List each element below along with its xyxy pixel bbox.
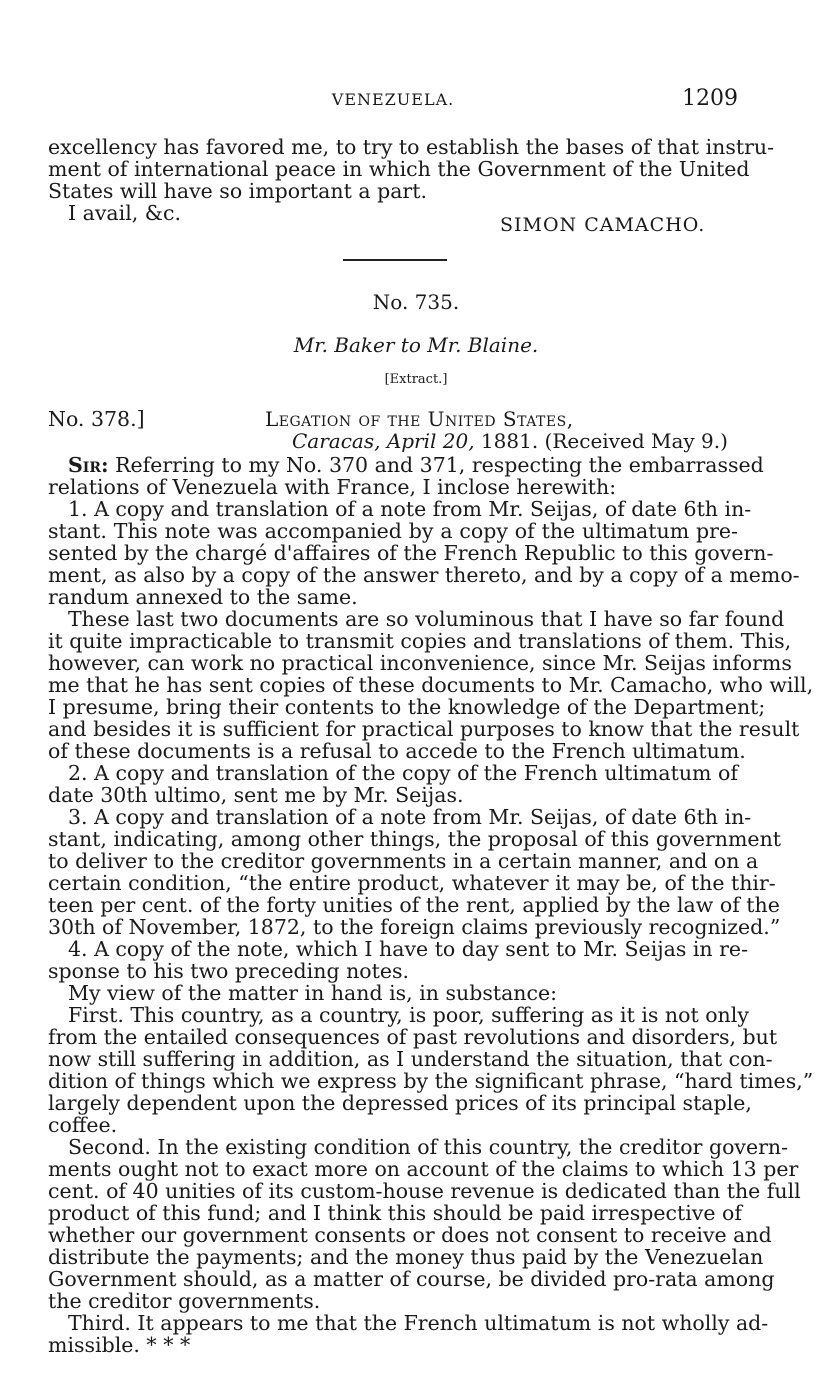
page-number: 1209: [682, 86, 738, 111]
text-line: [48, 453, 764, 477]
place-date: Caracas, April 20,: [292, 429, 475, 453]
text-line: of these documents is a refusal to accede to the French ultimatum.: [48, 739, 746, 763]
text-span: Referring to my No. 370 and 371, respecting the embarrassed: [108, 453, 764, 477]
signature: SIMON CAMACHO.: [500, 214, 706, 236]
text-line: cent. of 40 unities of its custom-house revenue is dedicated than the full: [48, 1179, 801, 1203]
text-line: excellency has favored me, to try to establish the bases of that instru-: [48, 135, 775, 159]
text-line: however, can work no practical inconvenience, since Mr. Seijas informs: [48, 651, 792, 675]
text-line: and besides it is sufficient for practical purposes to know that the result: [48, 717, 800, 741]
text-line: First. This country, as a country, is poor, suffering as it is not only: [68, 1003, 749, 1027]
text-line: 3. A copy and translation of a note from Mr. Seijas, of date 6th in-: [68, 805, 752, 829]
closing-line: I avail, &c.: [68, 201, 182, 225]
text-line: These last two documents are so voluminous that I have so far found: [68, 607, 785, 631]
document-title: Mr. Baker to Mr. Blaine.: [293, 333, 539, 357]
text-line: coffee.: [48, 1113, 118, 1137]
legation-heading: Legation of the United States,: [265, 407, 574, 431]
text-line: the creditor governments.: [48, 1289, 321, 1313]
text-line: me that he has sent copies of these documents to Mr. Camacho, who will,: [48, 673, 814, 697]
text-line: stant. This note was accompanied by a copy of the ultimatum pre-: [48, 519, 738, 543]
text-line: teen per cent. of the forty unities of the rent, applied by the law of the: [48, 893, 780, 917]
text-line: ment of international peace in which the Government of the United: [48, 157, 750, 181]
text-line: from the entailed consequences of past revolutions and disorders, but: [48, 1025, 778, 1049]
year-received: 1881. (Received May 9.): [474, 429, 728, 453]
text-line: 2. A copy and translation of the copy of the French ultimatum of: [68, 761, 738, 785]
text-line: Second. In the existing condition of this country, the creditor govern-: [68, 1135, 789, 1159]
text-line: Government should, as a matter of course, be divided pro-rata among: [48, 1267, 775, 1291]
salutation: Sir:: [68, 453, 109, 477]
dateline: [292, 429, 728, 453]
text-line: now still suffering in addition, as I understand the situation, that con-: [48, 1047, 773, 1071]
text-line: I presume, bring their contents to the knowledge of the Department;: [48, 695, 766, 719]
text-line: 4. A copy of the note, which I have to day sent to Mr. Seijas in re-: [68, 937, 748, 961]
document-number: No. 735.: [372, 290, 460, 314]
text-line: relations of Venezuela with France, I inclose herewith:: [48, 475, 617, 499]
text-line: product of this fund; and I think this should be paid irrespective of: [48, 1201, 742, 1225]
text-line: missible. * * *: [48, 1333, 191, 1357]
text-line: My view of the matter in hand is, in substance:: [68, 981, 558, 1005]
extract-note: [Extract.]: [384, 372, 448, 387]
text-line: randum annexed to the same.: [48, 585, 358, 609]
text-line: ment, as also by a copy of the answer thereto, and by a copy of a memo-: [48, 563, 800, 587]
header-title: VENEZUELA.: [331, 90, 455, 109]
text-line: 30th of November, 1872, to the foreign claims previously recognized.”: [48, 915, 781, 939]
text-line: whether our government consents or does not consent to receive and: [48, 1223, 772, 1247]
text-line: stant, indicating, among other things, the proposal of this government: [48, 827, 782, 851]
running-header: [48, 86, 738, 114]
text-line: 1. A copy and translation of a note from Mr. Seijas, of date 6th in-: [68, 497, 752, 521]
text-line: largely dependent upon the depressed prices of its principal staple,: [48, 1091, 752, 1115]
text-line: Third. It appears to me that the French ultimatum is not wholly ad-: [68, 1311, 769, 1335]
text-line: to deliver to the creditor governments in a certain manner, and on a: [48, 849, 759, 873]
text-line: it quite impracticable to transmit copies and translations of them. This,: [48, 629, 792, 653]
text-line: date 30th ultimo, sent me by Mr. Seijas.: [48, 783, 464, 807]
text-line: dition of things which we express by the significant phrase, “hard times,”: [48, 1069, 814, 1093]
text-line: ments ought not to exact more on account of the claims to which 13 per: [48, 1157, 799, 1181]
dispatch-number: No. 378.]: [48, 407, 145, 431]
text-line: distribute the payments; and the money thus paid by the Venezuelan: [48, 1245, 764, 1269]
section-divider: [343, 259, 447, 261]
text-line: sponse to his two preceding notes.: [48, 959, 410, 983]
text-line: certain condition, “the entire product, whatever it may be, of the thir-: [48, 871, 776, 895]
text-line: sented by the chargé d'affaires of the French Republic to this govern-: [48, 541, 774, 565]
text-line: States will have so important a part.: [48, 179, 427, 203]
